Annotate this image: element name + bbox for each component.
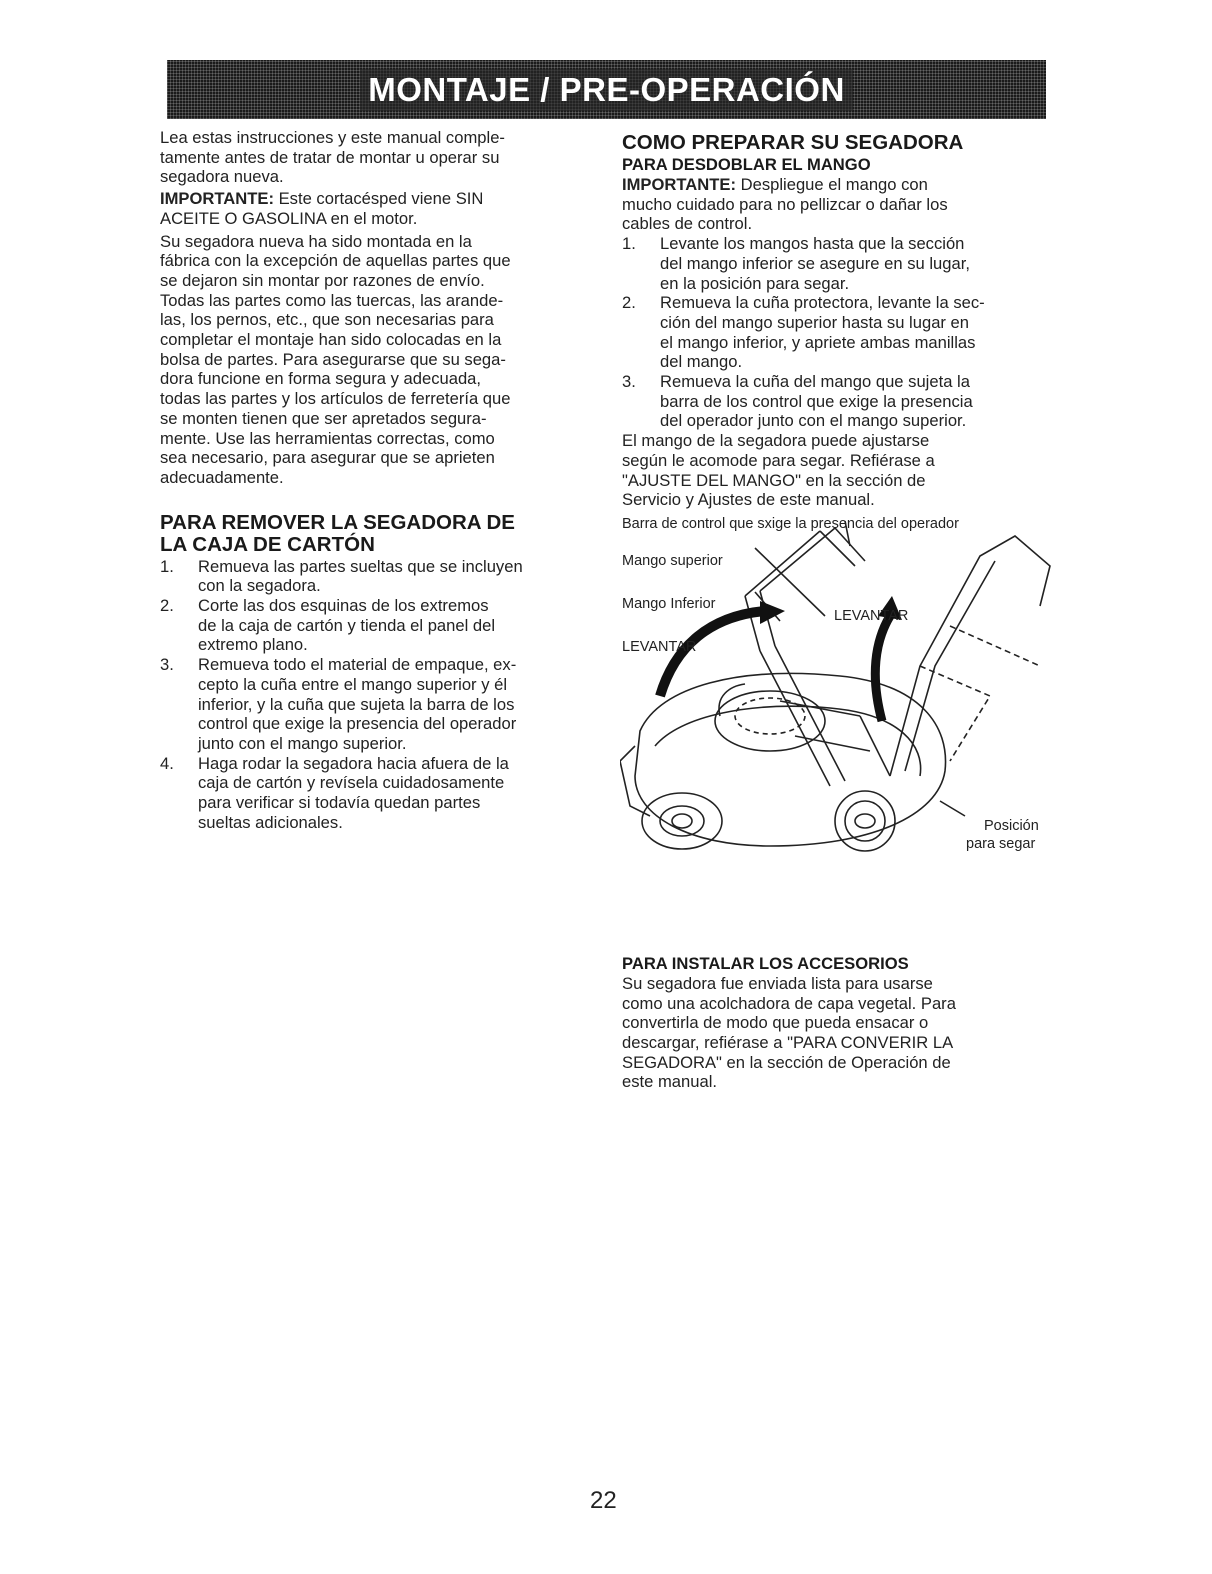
prepare-mower-heading: COMO PREPARAR SU SEGADORA: [622, 131, 964, 154]
lift-label-left: LEVANTAR: [622, 638, 697, 655]
intro-paragraph: Lea estas instrucciones y este manual comple- tamente antes de tratar de montar u operar su segadora nueva.: [160, 128, 505, 187]
lower-handle-label: Mango Inferior: [622, 595, 716, 612]
list-item: 1. Remueva las partes sueltas que se incluyen con la segadora.: [160, 556, 523, 596]
right-column: [622, 128, 1042, 1092]
list-item: 1. Levante los mangos hasta que la sección del mango inferior se asegure en su lugar, en la posición para segar.: [622, 234, 970, 293]
remove-from-carton-heading: PARA REMOVER LA SEGADORA DE LA CAJA DE CARTÓN: [160, 510, 515, 556]
install-accessories-heading: PARA INSTALAR LOS ACCESORIOS: [622, 953, 909, 973]
list-item: 2. Corte las dos esquinas de los extremos de la caja de cartón y tienda el panel del extremo plano.: [160, 596, 496, 655]
list-item: 2. Remueva la cuña protectora, levante la sec- ción del mango superior hasta su lugar en el mango inferior, y apriete ambas manillas del mango.: [622, 293, 985, 372]
important-note-engine: IMPORTANTE: Este cortacésped viene SIN ACEITE O GASOLINA en el motor.: [160, 189, 484, 228]
section-banner: [167, 60, 1046, 119]
lift-label-right: LEVANTAR: [834, 607, 909, 624]
section-title: MONTAJE / PRE-OPERACIÓN: [360, 69, 853, 111]
unfold-steps-list: [622, 234, 1042, 431]
page-number: 22: [590, 1487, 617, 1514]
remove-steps-list: [160, 557, 600, 833]
unfold-handle-heading: PARA DESDOBLAR EL MANGO: [622, 155, 871, 174]
list-item: 4. Haga rodar la segadora hacia afuera de la caja de cartón y revísela cuidadosamente para verificar si todavía quedan partes sueltas adicionales.: [160, 753, 509, 832]
accessories-paragraph: Su segadora fue enviada lista para usarse como una acolchadora de capa vegetal. Para convertirla de modo que pueda ensacar o descargar, refiérase a "PARA CONVERIR LA SEGADORA" en la sección de Operación de este manual.: [622, 973, 956, 1092]
left-column: [160, 128, 600, 833]
important-note-cables: IMPORTANTE: Despliegue el mango con mucho cuidado para no pellizcar o dañar los cables de control.: [622, 175, 948, 234]
list-item: 3. Remueva la cuña del mango que sujeta la barra de los control que exige la presencia del operador junto con el mango superior.: [622, 372, 973, 431]
control-bar-label: Barra de control que sxige la presencia del operador: [622, 515, 959, 532]
mowing-position-label-2: para segar: [966, 835, 1036, 852]
mowing-position-label-1: Posición: [984, 817, 1039, 834]
upper-handle-label: Mango superior: [622, 552, 723, 569]
adjust-handle-paragraph: El mango de la segadora puede ajustarse según le acomode para segar. Refiérase a "AJUSTE DEL MANGO" en la sección de Servicio y Ajustes de este manual.: [622, 431, 935, 510]
mower-handle-figure: [620, 516, 1060, 876]
assembly-paragraph: Su segadora nueva ha sido montada en la fábrica con la excepción de aquellas partes que se dejaron sin montar por razones de envío. Todas las partes como las tuercas, las arande- las, los pernos, etc., que son necesarias para completar el montaje han sido colocadas en la bolsa de partes. Para asegurarse que su sega- dora funcione en forma segura y adecuada, todas las partes y los artículos de ferretería que se monten tienen que ser apretados segura- mente. Use las herramientas correctas, como sea necesario, para asegurar que se aprieten adecuadamente.: [160, 231, 511, 487]
list-item: 3. Remueva todo el material de empaque, ex- cepto la cuña entre el mango superior y él inferior, y la cuña que sujeta la barra de los control que exige la presencia del operador junto con el mango superior.: [160, 655, 517, 753]
